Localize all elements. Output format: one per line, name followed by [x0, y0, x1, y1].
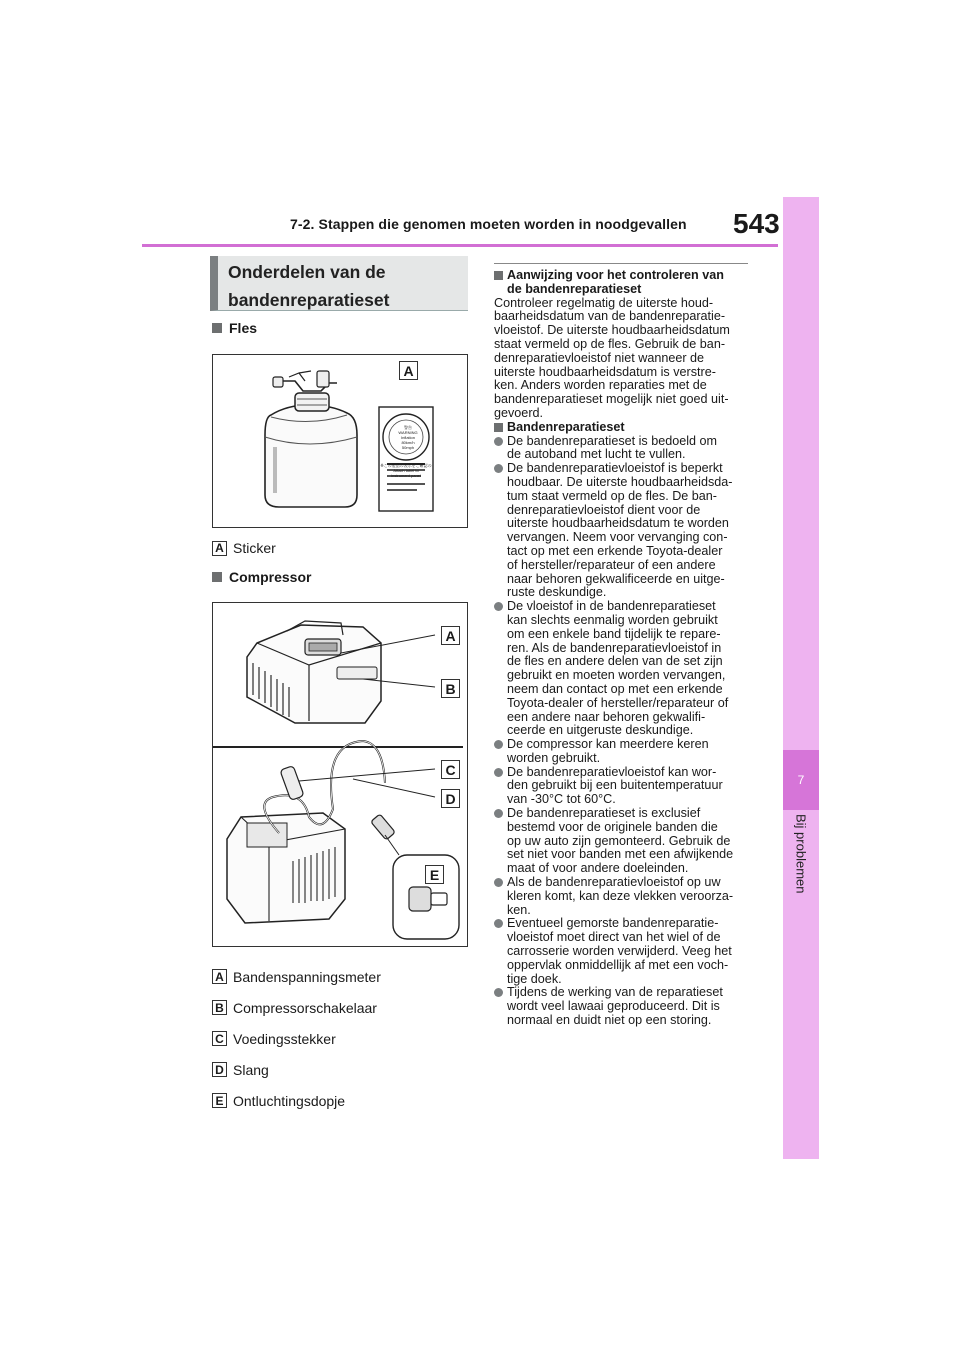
note-heading-text: [507, 421, 625, 435]
bullet-line: Als de bandenreparatievloeistof op uw: [507, 875, 721, 890]
paragraph-line: staat vermeld op de fles. Gebruik de ban-: [494, 336, 726, 351]
bullet-text: [507, 917, 732, 986]
square-bullet-icon: [494, 271, 503, 280]
paragraph-line: baarheidsdatum van de bandenreparatie-: [494, 309, 726, 324]
bullet-dot-icon: [494, 740, 503, 749]
paragraph-line: bandenreparatieset mogelijk niet goed uit-: [494, 392, 729, 407]
bullet-item: [494, 766, 758, 807]
bullet-dot-icon: [494, 878, 503, 887]
paragraph-line: vloeistof. De uiterste houdbaarheidsdatum: [494, 323, 730, 338]
bullet-line: een andere naar behoren gekwalifi-: [507, 709, 706, 724]
bullet-line: De vloeistof in de bandenreparatieset: [507, 599, 716, 614]
legend-item: [212, 1085, 381, 1116]
bullet-text: [507, 435, 717, 463]
chapter-label: Bij problemen: [793, 814, 809, 894]
bullet-line: ruste deskundige.: [507, 585, 607, 600]
bullet-line: op uw auto zijn gemonteerd. Gebruik de: [507, 833, 731, 848]
fig-tag-b: B: [441, 679, 460, 698]
bullet-line: ken.: [507, 902, 531, 917]
bullet-line: tact op met een erkende Toyota-dealer: [507, 543, 723, 558]
square-bullet-icon: [212, 323, 222, 333]
bullet-line: carrosserie worden verwijderd. Veeg het: [507, 944, 732, 959]
bullet-dot-icon: [494, 809, 503, 818]
note-heading: [494, 421, 758, 435]
note-paragraph: [494, 297, 758, 421]
chapter-side-tab: [783, 197, 819, 1159]
bullet-line: Tijdens de werking van de reparatieset: [507, 985, 723, 1000]
legend-text: Slang: [233, 1061, 269, 1078]
note-heading-line: Aanwijzing voor het controleren van: [507, 268, 724, 282]
bullet-line: De bandenreparatievloeistof is beperkt: [507, 461, 723, 476]
bullet-line: De compressor kan meerdere keren: [507, 737, 709, 752]
header-rule: [142, 244, 778, 247]
fles-figure: [212, 354, 468, 528]
fig-tag-a: A: [399, 361, 418, 380]
paragraph-line: Controleer regelmatig de uiterste houd-: [494, 295, 714, 310]
legend-tag: A: [212, 969, 227, 984]
bullet-line: tum staat vermeld op de fles. De ban-: [507, 488, 717, 503]
bullet-line: houdbaar. De uiterste houdbaarheidsda-: [507, 474, 733, 489]
sticker-text: [391, 425, 425, 450]
legend-item: [212, 1054, 381, 1085]
bullet-text: [507, 876, 733, 917]
bullet-item: [494, 986, 758, 1027]
bullet-dot-icon: [494, 464, 503, 473]
sticker-line: Attach label to: [393, 468, 419, 473]
bullet-line: vervangen. Neem voor vervanging con-: [507, 530, 728, 545]
sticker-line: Inflation: [400, 435, 415, 440]
bullet-line: tige doek.: [507, 971, 562, 986]
legend-item: [212, 961, 381, 992]
bullet-line: denreparatievloeistof dient voor de: [507, 502, 701, 517]
fig-tag-d: D: [441, 789, 460, 808]
fles-title: Fles: [229, 320, 258, 336]
legend-text: Ontluchtingsdopje: [233, 1092, 346, 1109]
bullet-line: Eventueel gemorste bandenreparatie-: [507, 916, 719, 931]
section-heading-line1: Onderdelen van de: [228, 262, 386, 282]
note-heading-line: de bandenreparatieset: [507, 281, 642, 296]
bullet-line: den gebruikt bij een buitentemperatuur: [507, 778, 723, 793]
bullet-line: vloeistof moet direct van het wiel of de: [507, 930, 721, 945]
fles-subheading: [212, 320, 257, 336]
paragraph-line: denreparatievloeistof niet wanneer de: [494, 350, 705, 365]
page-number: 543: [733, 208, 780, 239]
bullet-item: [494, 462, 758, 600]
bullet-line: De bandenreparatieset is exclusief: [507, 806, 701, 821]
bullet-line: wordt veel lawaai geproduceerd. Dit is: [507, 999, 720, 1014]
bullet-item: [494, 435, 758, 463]
sticker-line: 50mph: [401, 445, 415, 450]
bullet-line: of hersteller/reparateur of een andere: [507, 557, 716, 572]
sticker-line: 80km/h: [401, 440, 415, 445]
bullet-text: [507, 766, 723, 807]
bullet-line: de autoband met lucht te vullen.: [507, 447, 686, 462]
legend-tag: A: [212, 541, 227, 556]
bullet-item: [494, 600, 758, 738]
bullet-line: van -30°C tot 60°C.: [507, 792, 616, 807]
bullet-line: om een enkele band tijdelijk te repare-: [507, 626, 721, 641]
paragraph-line: ken. Anders worden reparaties met de: [494, 378, 707, 393]
bullet-line: naar behoren gekwalificeerde en uitge-: [507, 571, 725, 586]
square-bullet-icon: [212, 572, 222, 582]
bullet-item: [494, 738, 758, 766]
bullet-line: oppervlak onmiddellijk af met een voch-: [507, 957, 729, 972]
paragraph-line: uiterste houdbaarheidsdatum is verstre-: [494, 364, 716, 379]
compressor-subheading: [212, 569, 311, 585]
bullet-item: [494, 876, 758, 917]
bullet-line: ren. Als de bandenreparatievloeistof in: [507, 640, 722, 655]
compressor-title: Compressor: [229, 569, 312, 585]
bullet-line: worden gebruikt.: [507, 750, 601, 765]
legend-tag: D: [212, 1062, 227, 1077]
legend-tag: E: [212, 1093, 227, 1108]
note-heading-text: [507, 269, 724, 297]
fig-tag-a: A: [441, 626, 460, 645]
bullet-line: ceerde en uitgeruste deskundige.: [507, 723, 694, 738]
legend-text: Voedingsstekker: [233, 1030, 336, 1047]
fles-legend-a: [212, 540, 276, 556]
section-heading-line2: bandenreparatieset: [228, 290, 390, 310]
header-title: 7-2. Stappen die genomen moeten worden in noodgevallen: [290, 216, 687, 232]
section-heading: [210, 256, 468, 311]
fig-tag-c: C: [441, 760, 460, 779]
sticker-line: ※この製品の表示をご確認の: [380, 463, 432, 468]
bullet-dot-icon: [494, 988, 503, 997]
bullet-item: [494, 807, 758, 876]
bullet-dot-icon: [494, 768, 503, 777]
chapter-number: 7: [783, 750, 819, 810]
bullet-line: kan slechts eenmalig worden gebruikt: [507, 612, 718, 627]
compressor-illustration: [213, 603, 467, 946]
bottle-illustration: [213, 355, 467, 527]
bullet-dot-icon: [494, 602, 503, 611]
legend-text: Bandenspanningsmeter: [233, 968, 381, 985]
legend-tag: C: [212, 1031, 227, 1046]
legend-tag: B: [212, 1000, 227, 1015]
bullet-line: De bandenreparatievloeistof kan wor-: [507, 764, 717, 779]
paragraph-line: gevoerd.: [494, 405, 544, 420]
bullet-dot-icon: [494, 919, 503, 928]
bullet-line: De bandenreparatieset is bedoeld om: [507, 433, 718, 448]
sticker-line: instrument panel: [391, 473, 421, 478]
bullet-dot-icon: [494, 437, 503, 446]
bullet-line: kleren komt, kan deze vlekken veroorza-: [507, 888, 734, 903]
bullet-item: [494, 917, 758, 986]
sticker-warning-text: [380, 463, 432, 478]
sticker-line: WARNING: [398, 430, 418, 435]
bullet-text: [507, 738, 709, 766]
legend-text: Compressorschakelaar: [233, 999, 377, 1016]
compressor-legend: [212, 961, 381, 1116]
bullet-line: Toyota-dealer of hersteller/reparateur of: [507, 695, 729, 710]
legend-item: [212, 992, 381, 1023]
bullet-text: [507, 807, 733, 876]
bullet-line: normaal en duidt niet op een storing.: [507, 1013, 712, 1028]
bullet-line: gebruikt en moeten worden vervangen,: [507, 668, 726, 683]
bullet-line: de fles en andere delen van de set zijn: [507, 654, 723, 669]
legend-item: [212, 1023, 381, 1054]
bullet-text: [507, 986, 723, 1027]
note-heading: [494, 269, 758, 297]
bullet-line: set niet voor banden met een afwijkende: [507, 847, 734, 862]
bullet-line: uiterste houdbaarheidsdatum te worden: [507, 516, 729, 531]
bullet-text: [507, 462, 732, 600]
note-heading-line: Bandenreparatieset: [507, 419, 625, 434]
square-bullet-icon: [494, 423, 503, 432]
compressor-figure: [212, 602, 468, 947]
bullet-line: bestemd voor de originele banden die: [507, 819, 718, 834]
notes-column: [494, 263, 758, 1028]
legend-text: Sticker: [233, 540, 276, 556]
fig-tag-e: E: [425, 865, 444, 884]
bullet-text: [507, 600, 728, 738]
bullet-line: maat of voor andere doeleinden.: [507, 861, 689, 876]
bullet-line: neem dan contact op met een erkende: [507, 681, 723, 696]
sticker-line: 警告: [404, 425, 412, 430]
